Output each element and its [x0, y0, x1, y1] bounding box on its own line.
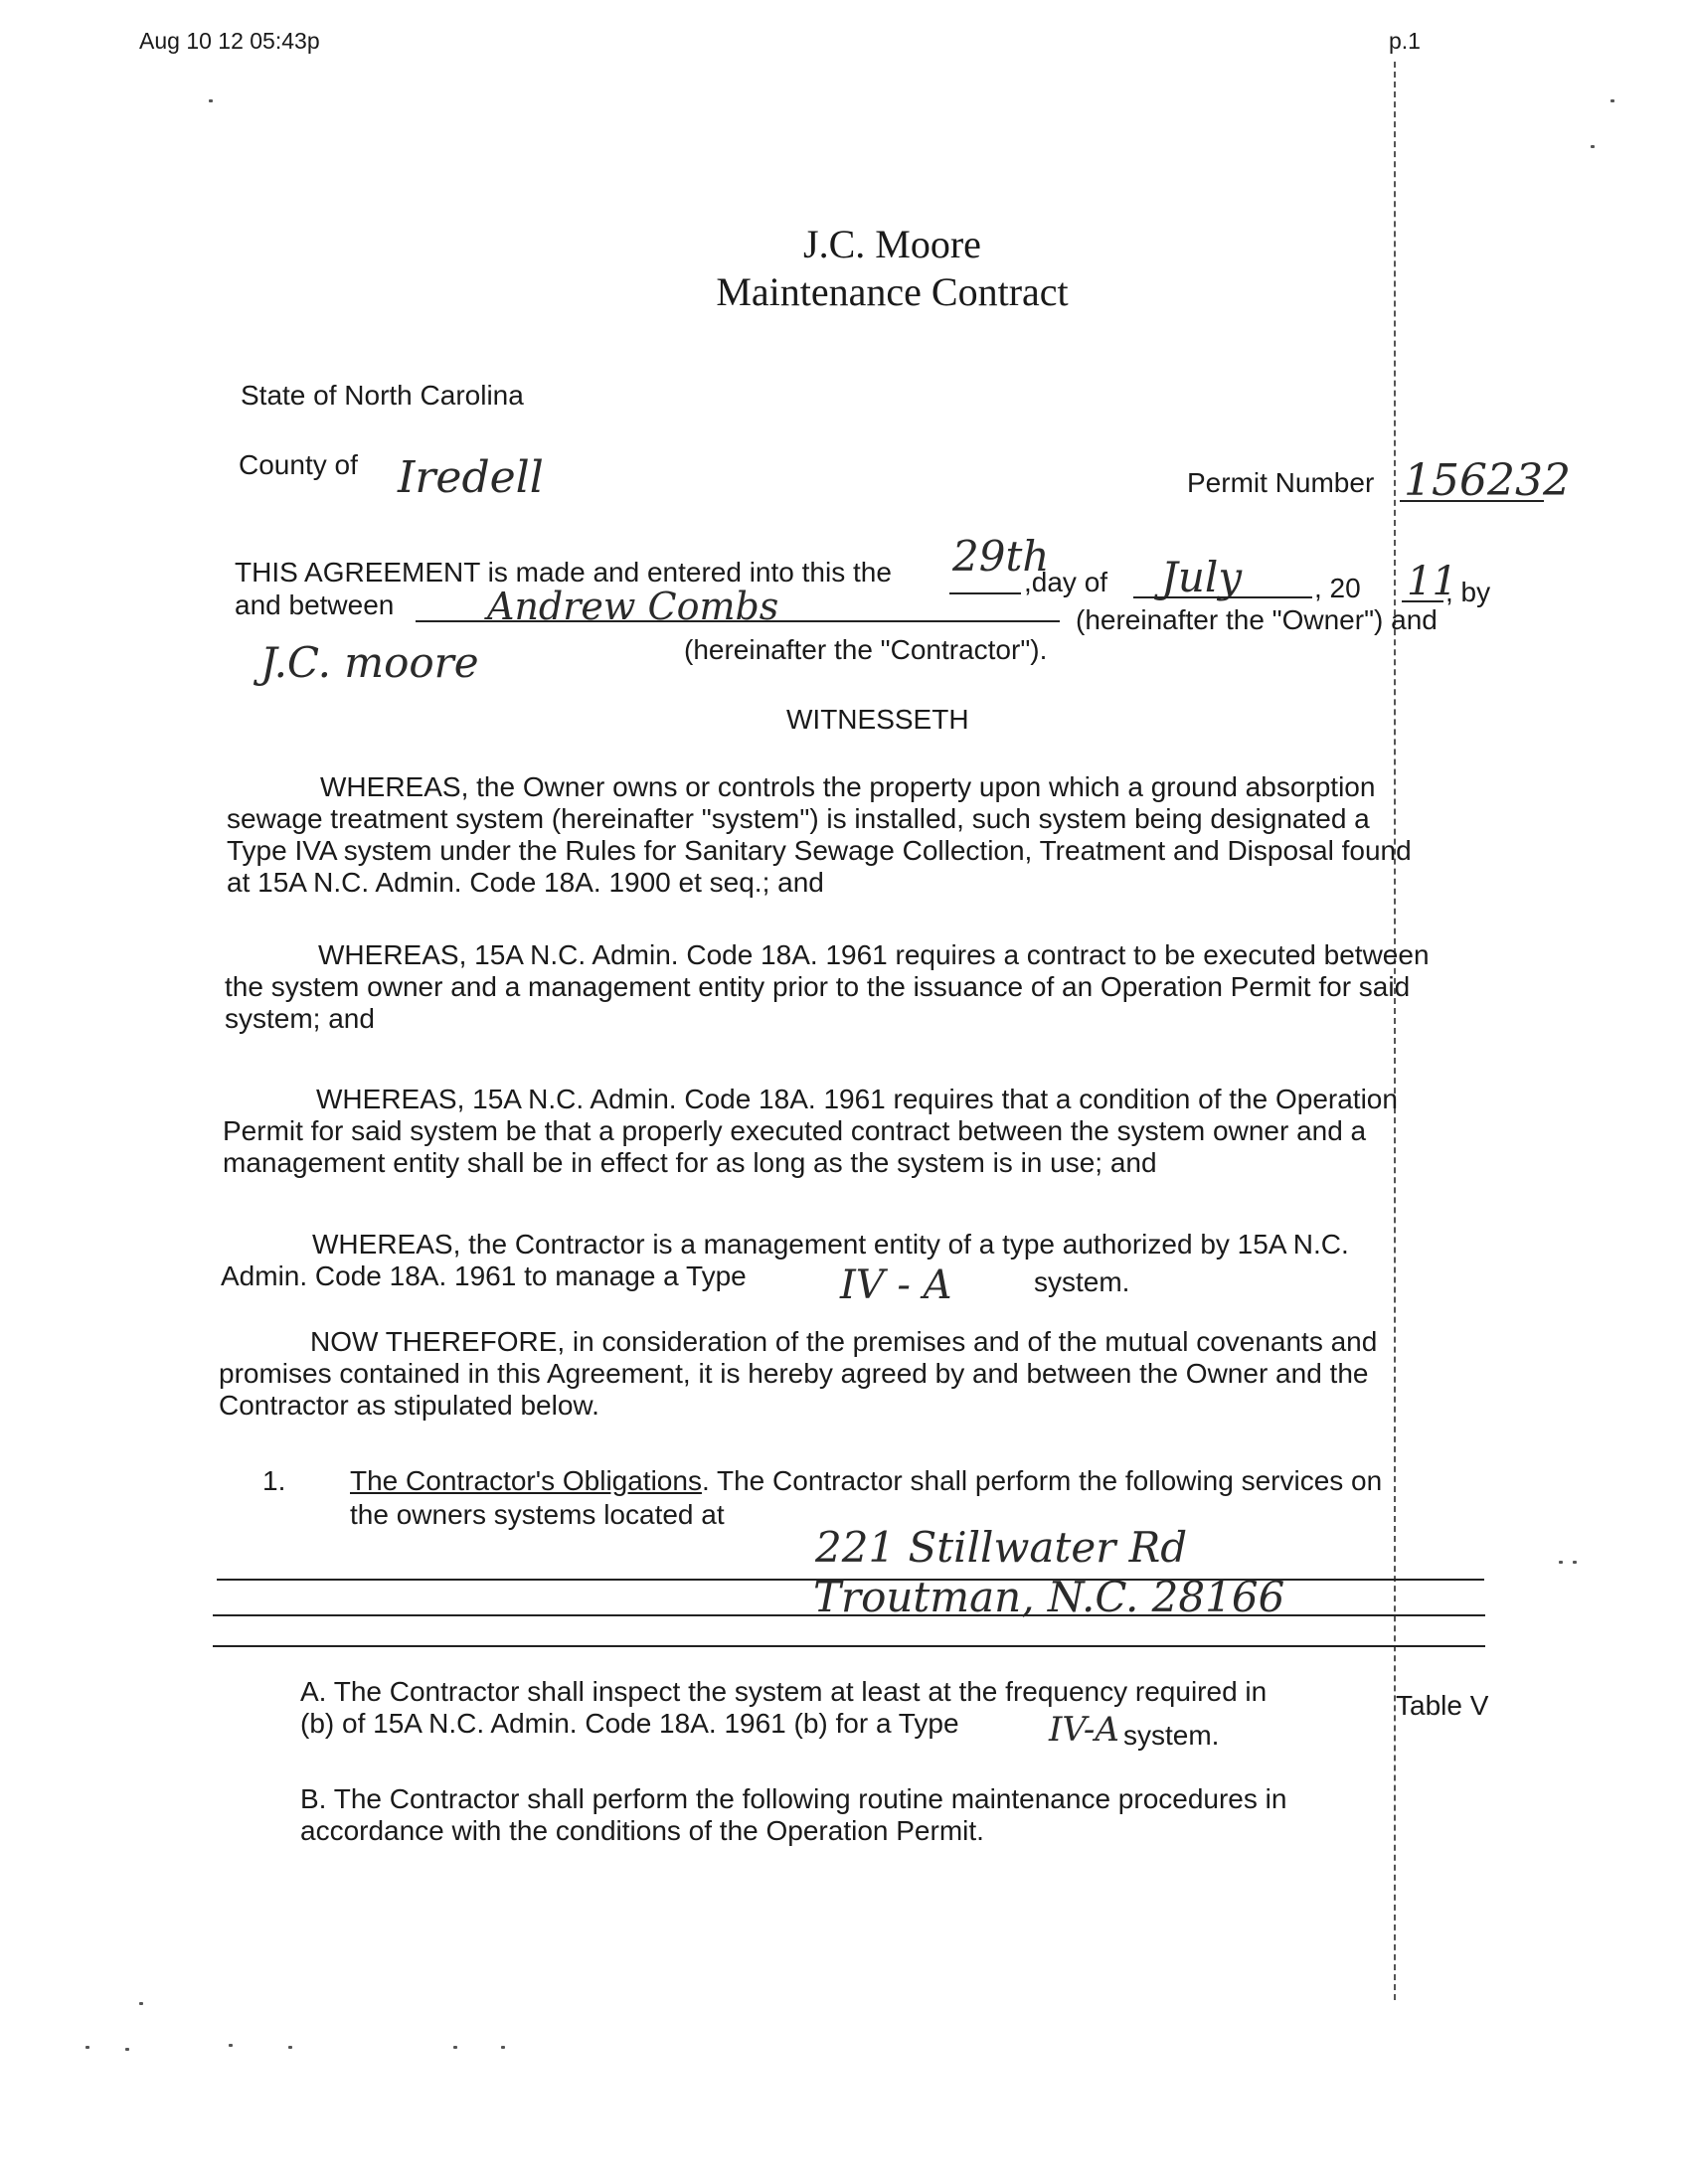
whereas4-line1: WHEREAS, the Contractor is a management entity of a type authorized by 15A N.C.: [312, 1229, 1349, 1260]
item-a-line2-end: system.: [1123, 1720, 1220, 1751]
obligations-line1: [350, 1465, 1382, 1497]
fax-page-number: p.1: [1389, 28, 1421, 54]
whereas-paragraph-3: [223, 1084, 1398, 1179]
scan-speck: [229, 2044, 233, 2047]
permit-number: 156232: [1404, 455, 1571, 506]
whereas2-line: the system owner and a management entity prior to the issuance of an Operation Permit for said: [225, 971, 1411, 1002]
day-underline: [949, 592, 1021, 594]
contractor-name: J.C. moore: [260, 638, 479, 687]
owner-name-underline: [416, 620, 1060, 622]
owner-name: Andrew Combs: [487, 585, 779, 628]
agreement-text-3: , 20: [1314, 573, 1361, 603]
obligations-text1: . The Contractor shall perform the following services on: [701, 1465, 1383, 1496]
item-b-line: accordance with the conditions of the Operation Permit.: [300, 1815, 984, 1846]
item-b-line: B. The Contractor shall perform the following routine maintenance procedures in: [300, 1783, 1287, 1814]
address-line-1: 221 Stillwater Rd: [815, 1523, 1188, 1572]
obligations-line2: the owners systems located at: [350, 1499, 725, 1530]
item-b-paragraph: [300, 1783, 1286, 1847]
item-a-type-value: IV-A: [1049, 1710, 1119, 1750]
scan-speck: [288, 2046, 292, 2049]
scan-speck: [1573, 1561, 1577, 1564]
and-between-label: and between: [235, 589, 395, 620]
contractor-label: (hereinafter the "Contractor").: [684, 634, 1048, 665]
whereas4-type-value: IV - A: [840, 1262, 952, 1308]
whereas-paragraph-2: [225, 939, 1430, 1035]
whereas3-line: WHEREAS, 15A N.C. Admin. Code 18A. 1961 requires that a condition of the Operation: [316, 1084, 1398, 1114]
year-underline: [1402, 600, 1443, 602]
now-therefore-line: promises contained in this Agreement, it is hereby agreed by and between the Owner and the: [219, 1358, 1369, 1389]
scan-speck: [1610, 99, 1614, 102]
obligations-heading: The Contractor's Obligations: [350, 1465, 702, 1496]
state-label: State of North Carolina: [241, 380, 524, 411]
title-document: Maintenance Contract: [716, 269, 1069, 314]
agreement-year: 11: [1407, 559, 1457, 604]
whereas1-line: WHEREAS, the Owner owns or controls the property upon which a ground absorption: [320, 771, 1376, 802]
scan-speck: [453, 2046, 457, 2049]
scan-speck: [1559, 1561, 1563, 1564]
agreement-day: 29th: [952, 532, 1050, 581]
item-a-line2-start: (b) of 15A N.C. Admin. Code 18A. 1961 (b) for a Type: [300, 1708, 959, 1739]
whereas4-line2-end: system.: [1034, 1266, 1130, 1297]
county-label: County of: [239, 449, 358, 480]
permit-underline: [1400, 500, 1544, 502]
permit-label: Permit Number: [1187, 467, 1375, 498]
whereas2-line: WHEREAS, 15A N.C. Admin. Code 18A. 1961 requires a contract to be executed between: [318, 939, 1430, 970]
witnesseth-heading: WITNESSETH: [786, 704, 969, 735]
whereas3-line: management entity shall be in effect for as long as the system is in use; and: [223, 1147, 1157, 1178]
agreement-text-2: ,day of: [1024, 567, 1108, 597]
agreement-month: July: [1161, 553, 1243, 601]
now-therefore-line: NOW THEREFORE, in consideration of the premises and of the mutual covenants and: [310, 1326, 1378, 1357]
scan-speck: [125, 2048, 129, 2051]
now-therefore-line: Contractor as stipulated below.: [219, 1390, 599, 1421]
whereas3-line: Permit for said system be that a properly executed contract between the system owner and a: [223, 1115, 1367, 1146]
item-a-table-ref: Table V: [1396, 1690, 1489, 1721]
scan-speck: [139, 2002, 143, 2005]
agreement-text-4: , by: [1445, 577, 1491, 607]
whereas1-line: Type IVA system under the Rules for Sanitary Sewage Collection, Treatment and Disposal found: [227, 835, 1412, 866]
scan-speck: [1591, 145, 1595, 148]
fax-timestamp: Aug 10 12 05:43p: [139, 28, 320, 54]
whereas1-line: sewage treatment system (hereinafter "system") is installed, such system being designated a: [227, 803, 1370, 834]
month-underline: [1133, 596, 1312, 598]
scan-speck: [85, 2046, 89, 2049]
title-company: J.C. Moore: [803, 222, 981, 266]
address-line-2: Troutman, N.C. 28166: [813, 1573, 1285, 1621]
scan-speck: [209, 99, 213, 102]
county-value: Iredell: [398, 452, 544, 503]
owner-label: (hereinafter the "Owner") and: [1076, 604, 1438, 635]
agreement-text-1: THIS AGREEMENT is made and entered into this the: [235, 557, 892, 588]
whereas4-line2-start: Admin. Code 18A. 1961 to manage a Type: [221, 1260, 747, 1291]
address-rule-3: [213, 1645, 1485, 1647]
address-rule-2: [213, 1614, 1485, 1616]
obligations-number: 1.: [262, 1465, 286, 1496]
item-a-line1: A. The Contractor shall inspect the system at least at the frequency required in: [300, 1676, 1268, 1707]
whereas-paragraph-1: [227, 771, 1412, 899]
whereas2-line: system; and: [225, 1003, 375, 1034]
whereas1-line: at 15A N.C. Admin. Code 18A. 1900 et seq.; and: [227, 867, 824, 898]
scan-speck: [501, 2046, 505, 2049]
now-therefore-paragraph: [219, 1326, 1377, 1422]
